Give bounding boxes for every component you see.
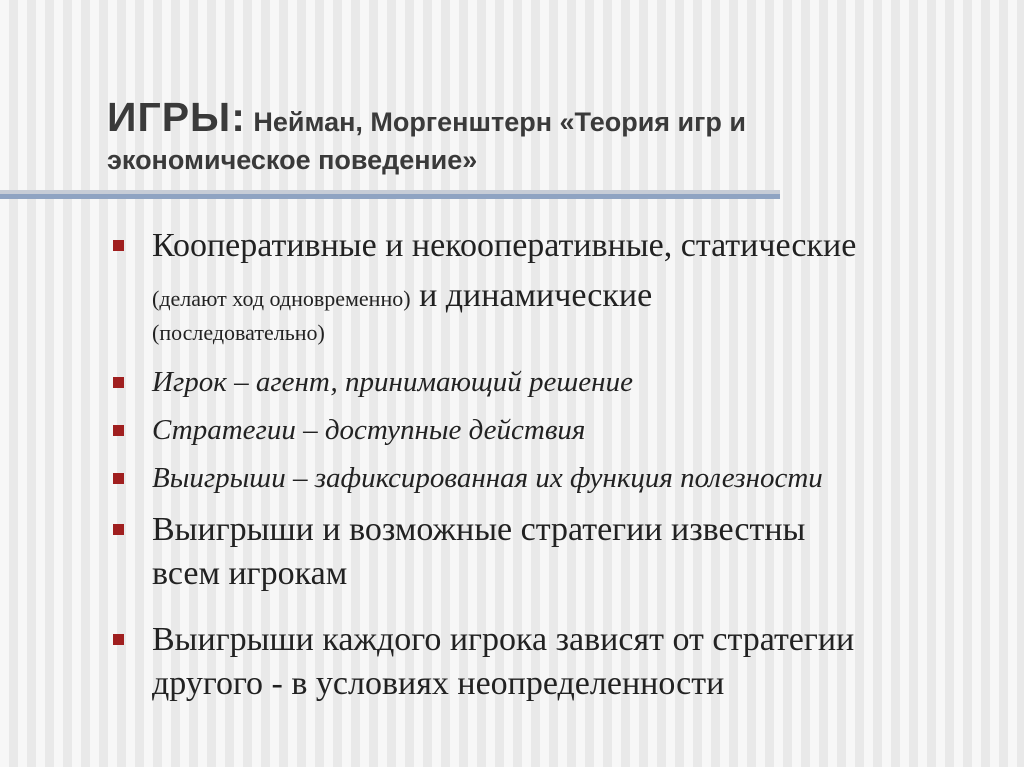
- bullet-text-line-2: всем игрокам: [152, 555, 348, 592]
- title-subtitle: Нейман, Моргенштерн «Теория игр и: [253, 107, 746, 137]
- bullet-note: (делают ход одновременно): [152, 286, 411, 311]
- title-divider: [0, 194, 780, 199]
- bullet-text-line-2: другого - в условиях неопределенности: [152, 665, 725, 702]
- title-line-1: [107, 94, 987, 140]
- title-main: ИГРЫ:: [107, 94, 246, 140]
- bullet-text: Выигрыши – зафиксированная их функция полезности: [152, 462, 823, 494]
- title-line-2: экономическое поведение»: [107, 145, 478, 175]
- bullet-text: Игрок – агент, принимающий решение: [152, 366, 633, 398]
- square-bullet-icon: [113, 240, 124, 251]
- bullet-text: Выигрыши каждого игрока зависят от стратегии: [152, 621, 855, 658]
- bullet-text-line-2: [152, 276, 1002, 319]
- bullet-text: Кооперативные и некооперативные, статические: [152, 227, 857, 264]
- square-bullet-icon: [113, 425, 124, 436]
- bullet-text: Выигрыши и возможные стратегии известны: [152, 511, 806, 548]
- square-bullet-icon: [113, 377, 124, 388]
- bullet-note-line-3: (последовательно): [152, 320, 325, 345]
- slide-title: [107, 94, 987, 177]
- bullet-text-continued: и динамические: [410, 277, 653, 314]
- bullet-text: Стратегии – доступные действия: [152, 414, 586, 446]
- square-bullet-icon: [113, 524, 124, 535]
- square-bullet-icon: [113, 473, 124, 484]
- square-bullet-icon: [113, 634, 124, 645]
